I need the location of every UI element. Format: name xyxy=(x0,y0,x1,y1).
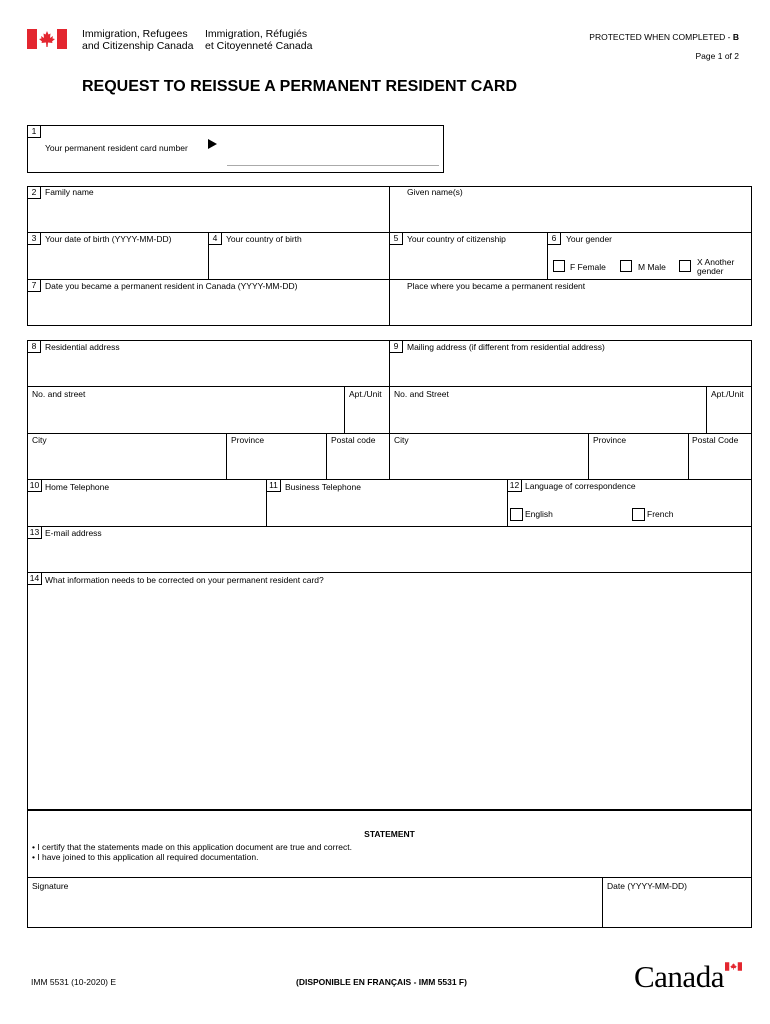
mailing-postal-input[interactable] xyxy=(691,448,749,476)
question-number-1: 1 xyxy=(27,125,41,138)
pr-card-number-input[interactable] xyxy=(227,148,439,166)
french-availability: (DISPONIBLE EN FRANÇAIS - IMM 5531 F) xyxy=(296,977,467,987)
country-of-citizenship-input[interactable] xyxy=(392,249,544,276)
department-name-french xyxy=(205,28,312,52)
language-label: Language of correspondence xyxy=(525,481,636,491)
email-label: E-mail address xyxy=(45,528,102,538)
signature-label: Signature xyxy=(32,881,69,891)
department-fr-line1: Immigration, Réfugiés xyxy=(205,28,308,40)
wordmark-flag-icon xyxy=(725,962,742,971)
question-number-8: 8 xyxy=(27,340,41,353)
question-number-2: 2 xyxy=(27,186,41,199)
mailing-province-label: Province xyxy=(593,435,627,445)
question-number-9: 9 xyxy=(389,340,403,353)
email-input[interactable] xyxy=(30,541,749,569)
pr-place-label: Place where you became a permanent resident xyxy=(407,281,586,291)
canada-wordmark xyxy=(634,960,744,994)
mailing-apt-label: Apt./Unit xyxy=(711,389,744,399)
gender-female-checkbox[interactable] xyxy=(553,260,565,272)
residential-address-label: Residential address xyxy=(45,342,120,352)
residential-city-label: City xyxy=(32,435,47,445)
residential-province-input[interactable] xyxy=(229,448,323,476)
col-divider xyxy=(588,433,589,479)
mailing-street-input[interactable] xyxy=(392,402,703,430)
residential-street-label: No. and street xyxy=(32,389,86,399)
col-divider xyxy=(389,340,390,479)
business-telephone-label: Business Telephone xyxy=(285,482,361,492)
question-number-13: 13 xyxy=(27,526,42,539)
question-number-10: 10 xyxy=(27,479,42,492)
mailing-address-label: Mailing address (if different from residential address) xyxy=(407,342,605,352)
signature-input[interactable] xyxy=(30,895,599,925)
col-divider xyxy=(602,877,603,928)
form-identifier: IMM 5531 (10-2020) E xyxy=(31,977,117,987)
canada-flag-icon xyxy=(27,29,67,49)
question-number-4: 4 xyxy=(208,232,222,245)
protected-text: PROTECTED WHEN COMPLETED - xyxy=(589,32,733,42)
gender-label: Your gender xyxy=(566,234,613,244)
home-telephone-label: Home Telephone xyxy=(45,482,110,492)
col-divider xyxy=(226,433,227,479)
col-divider xyxy=(389,186,390,326)
gender-another-line2: gender xyxy=(697,266,724,276)
residential-city-input[interactable] xyxy=(30,448,223,476)
home-telephone-input[interactable] xyxy=(30,495,263,523)
pr-date-label: Date you became a permanent resident in Canada (YYYY-MM-DD) xyxy=(45,281,298,291)
canada-wordmark-text: Canada xyxy=(634,959,724,994)
pr-date-input[interactable] xyxy=(30,296,386,323)
gender-female-label: F Female xyxy=(570,262,606,272)
question-number-11: 11 xyxy=(266,479,281,492)
residential-postal-input[interactable] xyxy=(329,448,387,476)
row-divider xyxy=(27,526,752,527)
pr-place-input[interactable] xyxy=(392,296,749,323)
mailing-postal-label: Postal Code xyxy=(692,435,739,445)
language-english-checkbox[interactable] xyxy=(510,508,523,521)
language-english-label: English xyxy=(525,509,553,519)
department-name-english xyxy=(82,28,194,52)
row-divider xyxy=(27,479,752,480)
question-number-6: 6 xyxy=(547,232,561,245)
gender-male-checkbox[interactable] xyxy=(620,260,632,272)
mailing-city-input[interactable] xyxy=(392,448,585,476)
mailing-apt-input[interactable] xyxy=(709,402,749,430)
page-number: Page 1 of 2 xyxy=(695,51,739,61)
residential-apt-input[interactable] xyxy=(347,402,387,430)
gender-another-line1: X Another xyxy=(697,257,735,267)
gender-male-label: M Male xyxy=(638,262,666,272)
question-number-5: 5 xyxy=(389,232,403,245)
family-name-input[interactable] xyxy=(30,202,386,230)
corrections-label: What information needs to be corrected on your permanent resident card? xyxy=(45,575,324,585)
residential-province-label: Province xyxy=(231,435,265,445)
statement-line-1: • I certify that the statements made on this application document are true and correct. xyxy=(32,842,353,852)
date-of-birth-input[interactable] xyxy=(30,249,205,276)
col-divider xyxy=(688,433,689,479)
question-number-12: 12 xyxy=(507,479,522,492)
residential-street-input[interactable] xyxy=(30,402,341,430)
statement-line-2: • I have joined to this application all required documentation. xyxy=(32,852,259,862)
col-divider xyxy=(326,433,327,479)
department-en-line2: and Citizenship Canada xyxy=(82,40,194,52)
country-of-citizenship-label: Your country of citizenship xyxy=(407,234,506,244)
row-divider xyxy=(27,877,752,878)
question-number-7: 7 xyxy=(27,279,41,292)
row-divider xyxy=(27,572,752,573)
language-french-label: French xyxy=(647,509,674,519)
given-names-input[interactable] xyxy=(392,202,749,230)
department-en-line1: Immigration, Refugees xyxy=(82,28,188,40)
corrections-textarea[interactable] xyxy=(30,589,749,807)
mailing-city-label: City xyxy=(394,435,409,445)
pr-card-number-label: Your permanent resident card number xyxy=(45,143,188,153)
business-telephone-input[interactable] xyxy=(269,495,504,523)
statement-title: STATEMENT xyxy=(364,829,415,839)
arrow-right-icon xyxy=(208,139,217,149)
gender-another-label xyxy=(697,258,734,276)
family-name-label: Family name xyxy=(45,187,94,197)
form-title: REQUEST TO REISSUE A PERMANENT RESIDENT CARD xyxy=(82,78,518,95)
residential-apt-label: Apt./Unit xyxy=(349,389,382,399)
mailing-province-input[interactable] xyxy=(591,448,685,476)
language-french-checkbox[interactable] xyxy=(632,508,645,521)
col-divider xyxy=(706,386,707,433)
question-number-14: 14 xyxy=(27,572,42,585)
given-names-label: Given name(s) xyxy=(407,187,463,197)
gender-another-checkbox[interactable] xyxy=(679,260,691,272)
country-of-birth-label: Your country of birth xyxy=(226,234,302,244)
question-number-3: 3 xyxy=(27,232,41,245)
protected-level: B xyxy=(732,32,739,42)
mailing-street-label: No. and Street xyxy=(394,389,449,399)
protected-notice xyxy=(589,33,739,43)
signature-date-label: Date (YYYY-MM-DD) xyxy=(607,881,687,891)
signature-date-input[interactable] xyxy=(605,895,749,925)
col-divider xyxy=(344,386,345,433)
date-of-birth-label: Your date of birth (YYYY-MM-DD) xyxy=(45,234,172,244)
country-of-birth-input[interactable] xyxy=(211,249,386,276)
department-fr-line2: et Citoyenneté Canada xyxy=(205,40,313,52)
residential-postal-label: Postal code xyxy=(331,435,376,445)
